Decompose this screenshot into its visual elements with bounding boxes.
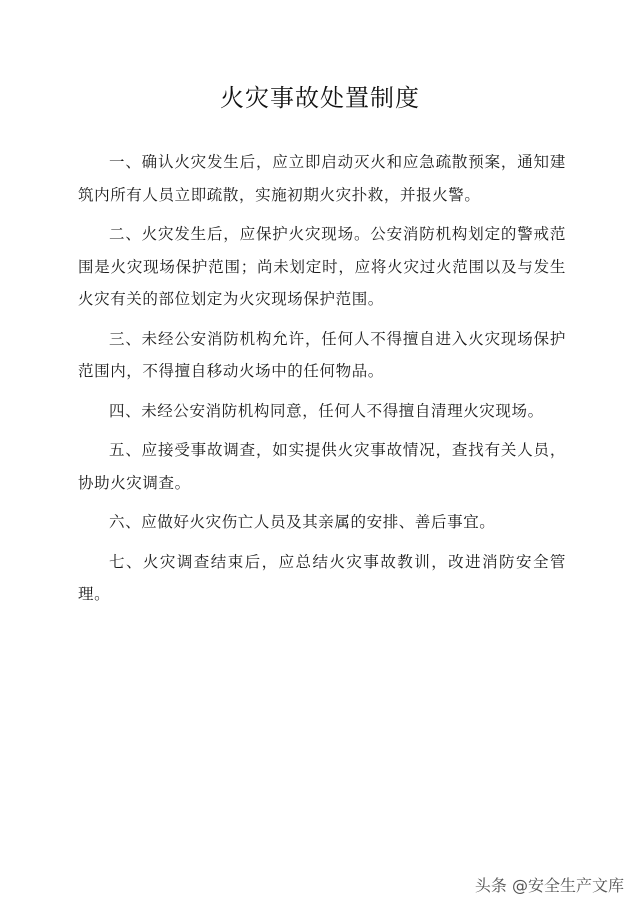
paragraph-5: 五、应接受事故调查，如实提供火灾事故情况，查找有关人员，协助火灾调查。 xyxy=(78,441,566,492)
source-watermark: 头条 @安全生产文库 xyxy=(474,876,624,895)
paragraph-4: 四、未经公安消防机构同意，任何人不得擅自清理火灾现场。 xyxy=(109,401,544,420)
paragraph-7: 七、火灾调查结束后，应总结火灾事故教训，改进消防安全管理。 xyxy=(78,552,566,603)
paragraph-1: 一、确认火灾发生后，应立即启动灭火和应急疏散预案，通知建筑内所有人员立即疏散，实施初期火灾扑救，并报火警。 xyxy=(78,153,566,204)
document-body xyxy=(78,146,566,618)
paragraph-3: 三、未经公安消防机构允许，任何人不得擅自进入火灾现场保护范围内，不得擅自移动火场中的任何物品。 xyxy=(78,329,566,380)
paragraph-2: 二、火灾发生后，应保护火灾现场。公安消防机构划定的警戒范围是火灾现场保护范围；尚未划定时，应将火灾过火范围以及与发生火灾有关的部位划定为火灾现场保护范围。 xyxy=(78,225,566,308)
paragraph-6: 六、应做好火灾伤亡人员及其亲属的安排、善后事宜。 xyxy=(109,513,496,531)
document-title: 火灾事故处置制度 xyxy=(220,84,420,112)
